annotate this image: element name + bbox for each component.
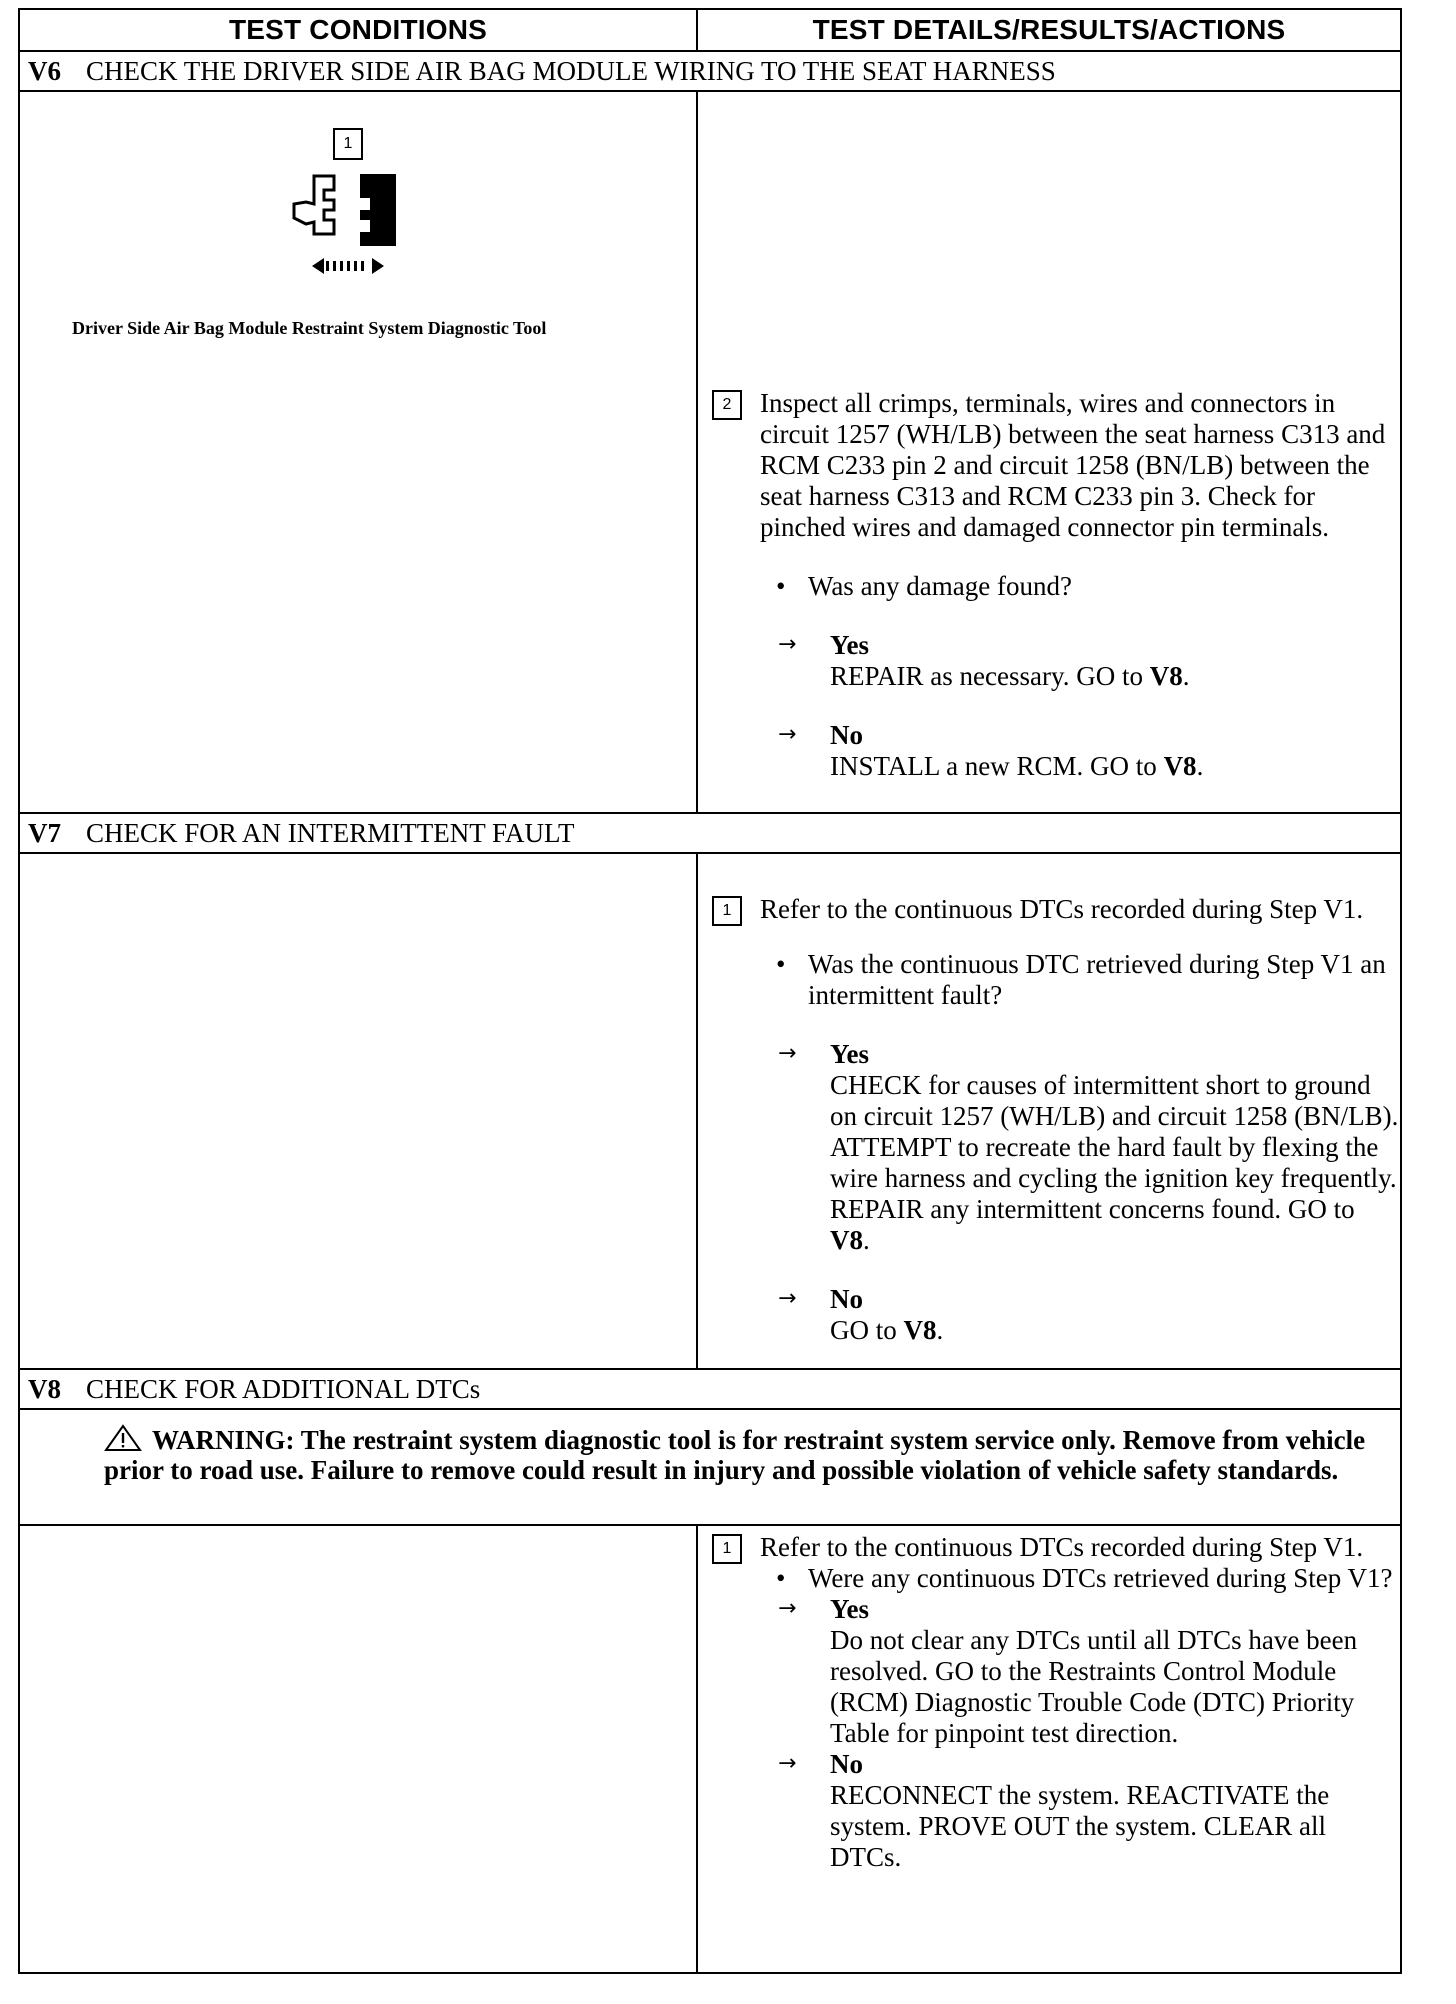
v6-test-details: [697, 91, 1401, 813]
v7-no-text: GO to: [830, 1315, 904, 1345]
v7-yes-text: CHECK for causes of intermittent short to ground on circuit 1257 (WH/LB) and circuit 1258 (BN/LB). ATTEMPT to recreate the hard fault by flexing the wire harness and cycling the ignition key frequently. REPAIR any intermittent concerns found. GO to: [830, 1070, 1399, 1224]
v6-number: V6: [28, 55, 61, 86]
v8-no-answer: [698, 1749, 1400, 1873]
v7-yes-label: Yes: [830, 1039, 869, 1069]
v7-title: CHECK FOR AN INTERMITTENT FAULT: [86, 817, 575, 848]
v6-yes-text: REPAIR as necessary. GO to: [830, 661, 1150, 691]
v7-test-details: [697, 853, 1401, 1369]
v8-section-row: [19, 1369, 1401, 1409]
v8-yes-answer: [698, 1594, 1400, 1749]
v8-test-conditions: [19, 1525, 697, 1973]
v6-step-box: 2: [712, 390, 742, 420]
v6-step: [698, 388, 1400, 543]
v7-no-label: No: [830, 1284, 863, 1314]
arrow-right-icon: →: [778, 1596, 797, 1621]
v6-diagram-step-box: 1: [333, 128, 363, 160]
v6-title: CHECK THE DRIVER SIDE AIR BAG MODULE WIRING TO THE SEAT HARNESS: [86, 55, 1056, 86]
arrow-right-icon: →: [778, 1286, 797, 1311]
v8-no-text: RECONNECT the system. REACTIVATE the system. PROVE OUT the system. CLEAR all DTCs.: [830, 1780, 1330, 1872]
v7-test-conditions: [19, 853, 697, 1369]
v7-yes-answer: → Yes CHECK for causes of intermittent short to ground on circuit 1257 (WH/LB) and circuit 1258 (BN/LB). ATTEMPT to recreate the hard fault by flexing the wire harness and cycling the ignition key frequently. REPAIR any intermittent concerns found. GO to V8.: [778, 1039, 1399, 1255]
v8-warning-row: [19, 1409, 1401, 1525]
warning-triangle-icon: [104, 1424, 142, 1452]
v7-content-row: [19, 853, 1401, 1369]
v7-number: V7: [28, 817, 61, 848]
v8-warning: [19, 1409, 1401, 1525]
arrow-right-icon: →: [778, 1751, 797, 1776]
arrow-right-icon: →: [778, 722, 797, 747]
v8-test-details: [697, 1525, 1401, 1973]
diagnostic-page: [18, 8, 1400, 1974]
v6-section-row: [19, 51, 1401, 91]
v7-section-title: [19, 813, 1401, 853]
v7-step: [698, 894, 1400, 925]
bullet-icon: •: [776, 1563, 786, 1593]
v7-no-answer: → No GO to V8.: [698, 1284, 1400, 1346]
v6-yes-answer: → Yes REPAIR as necessary. GO to V8.: [698, 630, 1400, 692]
v6-question: [698, 571, 1400, 602]
bullet-icon: •: [776, 571, 786, 601]
v7-question-text: Was the continuous DTC retrieved during Step V1 an intermittent fault?: [808, 949, 1386, 1010]
v6-section-title: [19, 51, 1401, 91]
v7-step-box: 1: [712, 896, 742, 926]
v8-no-label: No: [830, 1749, 863, 1779]
v7-question: [698, 949, 1400, 1011]
v6-no-label: No: [830, 720, 863, 750]
v6-no-text: INSTALL a new RCM. GO to: [830, 751, 1164, 781]
v6-no-answer: → No INSTALL a new RCM. GO to V8.: [698, 720, 1400, 782]
v8-title: CHECK FOR ADDITIONAL DTCs: [86, 1373, 481, 1404]
v8-step: [698, 1532, 1400, 1563]
connector-diagram-icon: [284, 170, 434, 290]
v6-question-text: Was any damage found?: [808, 571, 1072, 601]
v8-warning-text: WARNING: The restraint system diagnostic tool is for restraint system service only. Remove from vehicle prior to road use. Failure to remove could result in injury and possible violation of vehicle safety standards.: [104, 1425, 1366, 1485]
header-test-details: TEST DETAILS/RESULTS/ACTIONS: [697, 9, 1401, 51]
v6-step-text: Inspect all crimps, terminals, wires and connectors in circuit 1257 (WH/LB) between the seat harness C313 and RCM C233 pin 2 and circuit 1258 (BN/LB) between the seat harness C313 and RCM C233 pin 3. Check for pinched wires and damaged connector pin terminals.: [760, 388, 1386, 542]
arrow-right-icon: →: [778, 632, 797, 657]
v8-yes-text: Do not clear any DTCs until all DTCs have been resolved. GO to the Restraints Control Module (RCM) Diagnostic Trouble Code (DTC) Priority Table for pinpoint test direction.: [830, 1625, 1358, 1748]
header-row: [19, 9, 1401, 51]
pinpoint-test-table: [18, 8, 1402, 1974]
v8-yes-label: Yes: [830, 1594, 869, 1624]
v8-step-text: Refer to the continuous DTCs recorded during Step V1.: [760, 1532, 1364, 1562]
v7-step-text: Refer to the continuous DTCs recorded during Step V1.: [760, 894, 1364, 924]
v8-step-box: 1: [712, 1534, 742, 1564]
v6-diagram-caption: Driver Side Air Bag Module Restraint System Diagnostic Tool: [72, 318, 547, 338]
v6-content-row: [19, 91, 1401, 813]
bullet-icon: •: [776, 949, 786, 979]
v6-test-conditions: [19, 91, 697, 813]
v8-section-title: [19, 1369, 1401, 1409]
v7-no-ref: V8: [903, 1315, 937, 1345]
v6-yes-label: Yes: [830, 630, 869, 660]
v8-number: V8: [28, 1373, 61, 1404]
v8-question-text: Were any continuous DTCs retrieved during Step V1?: [808, 1563, 1393, 1593]
v7-section-row: [19, 813, 1401, 853]
header-test-conditions: TEST CONDITIONS: [19, 9, 697, 51]
v6-yes-ref: V8: [1149, 661, 1183, 691]
v8-content-row: [19, 1525, 1401, 1973]
v6-no-ref: V8: [1163, 751, 1197, 781]
v7-yes-ref: V8: [830, 1225, 863, 1255]
v8-question: [698, 1563, 1400, 1594]
arrow-right-icon: →: [778, 1041, 797, 1066]
